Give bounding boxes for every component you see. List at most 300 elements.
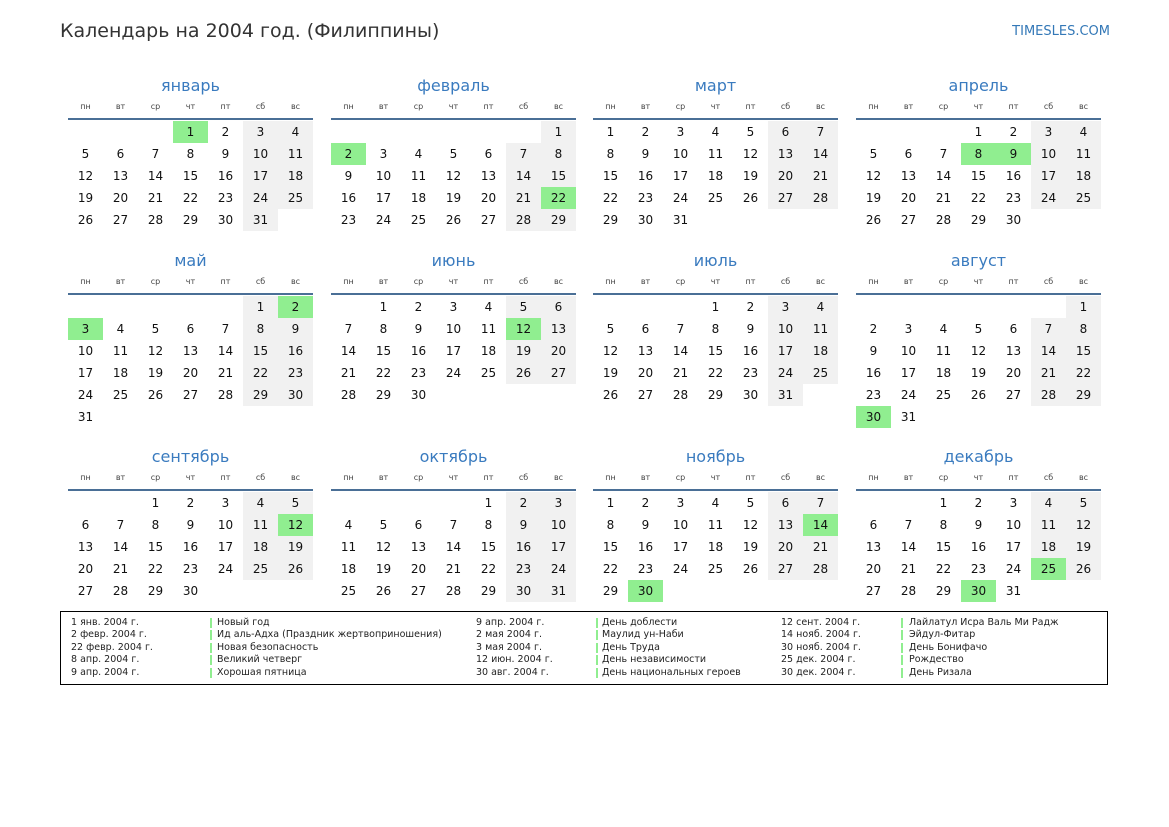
weekday-label: сб [780, 277, 791, 286]
day-cell: 10 [672, 518, 689, 532]
day-cell: 29 [1066, 384, 1101, 406]
weekday-label: вт [640, 473, 651, 482]
day-cell: 28 [340, 388, 357, 402]
holiday-name: День Труда [602, 641, 660, 653]
day-cell: 8 [541, 143, 576, 165]
day-cell: 21 [935, 191, 952, 205]
month-name: январь [161, 76, 220, 95]
day-cell: 11 [410, 169, 427, 183]
day-cell: 1 [379, 300, 388, 314]
holiday-name: Рождество [909, 654, 964, 666]
weekday-label: чт [710, 473, 721, 482]
weekday-label: ср [413, 473, 424, 482]
day-cell: 2 [221, 125, 230, 139]
holiday-marker [210, 655, 212, 665]
day-cell: 20 [410, 562, 427, 576]
weekday-label: пт [1008, 473, 1019, 482]
month-name: октябрь [419, 447, 488, 466]
day-cell: 18 [707, 169, 724, 183]
day-cell: 12 [865, 169, 882, 183]
day-cell: 26 [742, 562, 759, 576]
day-cell: 31 [243, 209, 278, 231]
month-header-rule [68, 489, 313, 491]
day-cell: 16 [410, 344, 427, 358]
day-cell: 16 [637, 540, 654, 554]
day-cell: 9 [186, 518, 195, 532]
day-cell: 1 [939, 496, 948, 510]
weekday-label: ср [938, 277, 949, 286]
day-cell: 3 [243, 121, 278, 143]
day-cell: 2 [1009, 125, 1018, 139]
day-cell: 23 [1005, 191, 1022, 205]
day-cell: 21 [112, 562, 129, 576]
weekday-label: пт [745, 102, 756, 111]
holiday-date: 8 апр. 2004 г. [71, 654, 140, 666]
day-cell: 27 [182, 388, 199, 402]
day-cell: 9 [746, 322, 755, 336]
weekday-label: вт [903, 473, 914, 482]
day-cell: 16 [865, 366, 882, 380]
day-cell: 25 [480, 366, 497, 380]
day-cell: 27 [865, 584, 882, 598]
day-cell: 27 [1005, 388, 1022, 402]
weekday-label: сб [255, 102, 266, 111]
day-cell: 9 [641, 147, 650, 161]
weekday-label: вт [378, 277, 389, 286]
day-cell: 11 [803, 318, 838, 340]
weekday-label: чт [185, 102, 196, 111]
holiday-name: Новый год [217, 617, 270, 628]
day-cell: 24 [541, 558, 576, 580]
weekday-label: сб [518, 102, 529, 111]
day-cell: 13 [410, 540, 427, 554]
day-cell: 23 [217, 191, 234, 205]
weekday-label: ср [675, 102, 686, 111]
holiday-marker [901, 643, 903, 653]
month-name: сентябрь [151, 447, 230, 466]
day-cell: 20 [112, 191, 129, 205]
day-cell: 21 [506, 187, 541, 209]
legend-row [71, 642, 471, 654]
weekday-label: вс [815, 102, 826, 111]
month-name: ноябрь [685, 447, 746, 466]
day-cell: 15 [707, 344, 724, 358]
day-cell: 18 [935, 366, 952, 380]
month-name: май [174, 251, 207, 270]
day-cell: 19 [77, 191, 94, 205]
day-cell: 1 [484, 496, 493, 510]
holiday-day-cell: 3 [68, 318, 103, 340]
day-cell: 27 [768, 558, 803, 580]
month-name: июль [693, 251, 738, 270]
day-cell: 18 [243, 536, 278, 558]
day-cell: 4 [803, 296, 838, 318]
day-cell: 3 [1009, 496, 1018, 510]
day-cell: 4 [939, 322, 948, 336]
day-cell: 5 [81, 147, 90, 161]
day-cell: 23 [970, 562, 987, 576]
day-cell: 19 [865, 191, 882, 205]
day-cell: 8 [606, 518, 615, 532]
day-cell: 12 [742, 147, 759, 161]
day-cell: 23 [278, 362, 313, 384]
day-cell: 20 [541, 340, 576, 362]
day-cell: 25 [707, 562, 724, 576]
day-cell: 20 [182, 366, 199, 380]
weekday-label: чт [448, 277, 459, 286]
day-cell: 8 [151, 518, 160, 532]
day-cell: 12 [375, 540, 392, 554]
day-cell: 19 [278, 536, 313, 558]
day-cell: 2 [641, 496, 650, 510]
weekday-label: вс [553, 277, 564, 286]
holiday-date: 2 февр. 2004 г. [71, 629, 147, 641]
day-cell: 17 [541, 536, 576, 558]
weekday-label: пн [868, 102, 879, 111]
weekday-label: ср [413, 102, 424, 111]
holiday-day-cell: 12 [278, 514, 313, 536]
day-cell: 5 [869, 147, 878, 161]
day-cell: 26 [865, 213, 882, 227]
day-cell: 21 [340, 366, 357, 380]
weekday-label: чт [973, 277, 984, 286]
holiday-name: День Бонифачо [909, 641, 988, 653]
day-cell: 8 [711, 322, 720, 336]
day-cell: 15 [541, 165, 576, 187]
legend-row [71, 654, 471, 666]
weekday-label: пн [80, 102, 91, 111]
day-cell: 21 [672, 366, 689, 380]
day-cell: 24 [672, 191, 689, 205]
day-cell: 2 [641, 125, 650, 139]
holiday-day-cell: 8 [961, 143, 996, 165]
day-cell: 25 [340, 584, 357, 598]
holiday-day-cell: 30 [961, 580, 996, 602]
day-cell: 11 [707, 518, 724, 532]
day-cell: 28 [112, 584, 129, 598]
day-cell: 24 [768, 362, 803, 384]
day-cell: 9 [221, 147, 230, 161]
day-cell: 3 [541, 492, 576, 514]
holiday-name: Эйдул-Фитар [909, 629, 976, 641]
holiday-marker [210, 618, 212, 628]
day-cell: 17 [672, 169, 689, 183]
day-cell: 4 [711, 125, 720, 139]
day-cell: 20 [77, 562, 94, 576]
day-cell: 30 [278, 384, 313, 406]
day-cell: 6 [641, 322, 650, 336]
weekday-label: пн [343, 277, 354, 286]
weekday-label: пн [80, 473, 91, 482]
holiday-date: 12 сент. 2004 г. [781, 617, 861, 628]
day-cell: 27 [112, 213, 129, 227]
weekday-label: вс [290, 102, 301, 111]
day-cell: 23 [742, 366, 759, 380]
holiday-day-cell: 9 [996, 143, 1031, 165]
day-cell: 2 [186, 496, 195, 510]
holiday-marker [596, 643, 598, 653]
day-cell: 16 [340, 191, 357, 205]
day-cell: 31 [77, 410, 94, 424]
day-cell: 12 [147, 344, 164, 358]
weekday-label: ср [675, 277, 686, 286]
weekday-label: ср [938, 473, 949, 482]
day-cell: 19 [147, 366, 164, 380]
day-cell: 15 [182, 169, 199, 183]
day-cell: 6 [541, 296, 576, 318]
weekday-label: чт [710, 277, 721, 286]
day-cell: 10 [900, 344, 917, 358]
day-cell: 6 [1009, 322, 1018, 336]
day-cell: 3 [768, 296, 803, 318]
day-cell: 5 [449, 147, 458, 161]
day-cell: 22 [243, 362, 278, 384]
day-cell: 30 [217, 213, 234, 227]
holiday-day-cell: 25 [1031, 558, 1066, 580]
day-cell: 25 [243, 558, 278, 580]
day-cell: 24 [217, 562, 234, 576]
day-cell: 3 [449, 300, 458, 314]
day-cell: 22 [602, 191, 619, 205]
day-cell: 15 [602, 540, 619, 554]
day-cell: 13 [900, 169, 917, 183]
day-cell: 14 [445, 540, 462, 554]
day-cell: 25 [1066, 187, 1101, 209]
holiday-name: Хорошая пятница [217, 666, 307, 678]
day-cell: 23 [410, 366, 427, 380]
day-cell: 29 [970, 213, 987, 227]
day-cell: 29 [602, 584, 619, 598]
day-cell: 20 [865, 562, 882, 576]
day-cell: 27 [900, 213, 917, 227]
site-link[interactable]: TIMESLES.COM [1012, 24, 1110, 39]
day-cell: 17 [1005, 540, 1022, 554]
day-cell: 13 [865, 540, 882, 554]
day-cell: 5 [506, 296, 541, 318]
weekday-label: пт [220, 277, 231, 286]
day-cell: 12 [77, 169, 94, 183]
day-cell: 19 [742, 169, 759, 183]
legend-row [71, 667, 471, 679]
day-cell: 28 [803, 558, 838, 580]
holiday-name: Новая безопасность [217, 641, 319, 653]
weekday-label: вт [903, 102, 914, 111]
weekday-label: вт [115, 473, 126, 482]
holiday-date: 30 дек. 2004 г. [781, 666, 856, 678]
day-cell: 18 [410, 191, 427, 205]
day-cell: 12 [602, 344, 619, 358]
day-cell: 11 [340, 540, 357, 554]
month-header-rule [331, 118, 576, 120]
day-cell: 6 [81, 518, 90, 532]
weekday-label: вс [815, 277, 826, 286]
holiday-marker [596, 655, 598, 665]
day-cell: 5 [379, 518, 388, 532]
day-cell: 2 [414, 300, 423, 314]
day-cell: 11 [935, 344, 952, 358]
day-cell: 31 [1005, 584, 1022, 598]
month-name: июнь [431, 251, 476, 270]
day-cell: 14 [112, 540, 129, 554]
day-cell: 13 [480, 169, 497, 183]
day-cell: 3 [221, 496, 230, 510]
day-cell: 21 [803, 165, 838, 187]
day-cell: 26 [445, 213, 462, 227]
weekday-label: вт [378, 473, 389, 482]
day-cell: 28 [1031, 384, 1066, 406]
day-cell: 10 [77, 344, 94, 358]
day-cell: 14 [340, 344, 357, 358]
day-cell: 10 [243, 143, 278, 165]
day-cell: 5 [1066, 492, 1101, 514]
day-cell: 16 [742, 344, 759, 358]
day-cell: 7 [803, 492, 838, 514]
weekday-label: вс [290, 473, 301, 482]
day-cell: 13 [182, 344, 199, 358]
day-cell: 20 [768, 165, 803, 187]
day-cell: 15 [602, 169, 619, 183]
weekday-label: вс [290, 277, 301, 286]
weekday-label: чт [185, 473, 196, 482]
weekday-label: сб [780, 102, 791, 111]
day-cell: 5 [278, 492, 313, 514]
weekday-label: пн [343, 473, 354, 482]
holiday-legend [60, 611, 1108, 685]
day-cell: 7 [221, 322, 230, 336]
weekday-label: пн [343, 102, 354, 111]
day-cell: 22 [147, 562, 164, 576]
holiday-date: 12 июн. 2004 г. [476, 654, 553, 666]
weekday-label: сб [780, 473, 791, 482]
day-cell: 9 [278, 318, 313, 340]
month-name: декабрь [943, 447, 1014, 466]
day-cell: 12 [1066, 514, 1101, 536]
weekday-label: чт [185, 277, 196, 286]
weekday-label: вс [553, 102, 564, 111]
page-title: Календарь на 2004 год. (Филиппины) [60, 20, 440, 42]
holiday-day-cell: 22 [541, 187, 576, 209]
holiday-marker [901, 655, 903, 665]
legend-column [781, 617, 1101, 679]
day-cell: 30 [1005, 213, 1022, 227]
day-cell: 27 [480, 213, 497, 227]
day-cell: 29 [375, 388, 392, 402]
holiday-date: 9 апр. 2004 г. [476, 617, 545, 628]
weekday-label: вс [815, 473, 826, 482]
holiday-name: День национальных героев [602, 666, 741, 678]
day-cell: 2 [746, 300, 755, 314]
day-cell: 11 [243, 514, 278, 536]
day-cell: 17 [768, 340, 803, 362]
legend-row [781, 654, 1101, 666]
weekday-label: вт [640, 277, 651, 286]
day-cell: 27 [77, 584, 94, 598]
day-cell: 15 [1066, 340, 1101, 362]
day-cell: 26 [147, 388, 164, 402]
day-cell: 17 [445, 344, 462, 358]
weekday-label: сб [1043, 102, 1054, 111]
holiday-name: Маулид ун-Наби [602, 629, 684, 641]
day-cell: 4 [1031, 492, 1066, 514]
day-cell: 24 [900, 388, 917, 402]
day-cell: 26 [970, 388, 987, 402]
holiday-marker [596, 618, 598, 628]
day-cell: 8 [484, 518, 493, 532]
day-cell: 28 [217, 388, 234, 402]
day-cell: 3 [904, 322, 913, 336]
day-cell: 29 [541, 209, 576, 231]
day-cell: 15 [243, 340, 278, 362]
day-cell: 21 [803, 536, 838, 558]
day-cell: 2 [506, 492, 541, 514]
legend-column [71, 617, 471, 679]
day-cell: 11 [278, 143, 313, 165]
day-cell: 9 [869, 344, 878, 358]
day-cell: 29 [935, 584, 952, 598]
holiday-day-cell: 2 [331, 143, 366, 165]
day-cell: 26 [742, 191, 759, 205]
day-cell: 7 [344, 322, 353, 336]
day-cell: 10 [375, 169, 392, 183]
weekday-label: сб [255, 277, 266, 286]
month-header-rule [856, 293, 1101, 295]
day-cell: 3 [676, 125, 685, 139]
day-cell: 22 [182, 191, 199, 205]
weekday-label: сб [1043, 277, 1054, 286]
day-cell: 1 [974, 125, 983, 139]
holiday-marker [901, 630, 903, 640]
day-cell: 21 [900, 562, 917, 576]
holiday-name: День Ризала [909, 666, 972, 678]
month-header-rule [593, 489, 838, 491]
day-cell: 18 [707, 540, 724, 554]
day-cell: 10 [672, 147, 689, 161]
holiday-day-cell: 30 [628, 580, 663, 602]
day-cell: 19 [375, 562, 392, 576]
day-cell: 14 [147, 169, 164, 183]
holiday-date: 22 февр. 2004 г. [71, 641, 153, 653]
day-cell: 29 [602, 213, 619, 227]
day-cell: 29 [243, 384, 278, 406]
weekday-label: пт [483, 473, 494, 482]
day-cell: 21 [445, 562, 462, 576]
day-cell: 14 [900, 540, 917, 554]
day-cell: 28 [935, 213, 952, 227]
day-cell: 5 [746, 496, 755, 510]
day-cell: 21 [1031, 362, 1066, 384]
weekday-label: пт [745, 277, 756, 286]
day-cell: 22 [707, 366, 724, 380]
weekday-label: пн [868, 473, 879, 482]
holiday-date: 1 янв. 2004 г. [71, 617, 139, 628]
holiday-name: День доблести [602, 617, 678, 628]
weekday-label: чт [448, 473, 459, 482]
day-cell: 26 [1066, 558, 1101, 580]
day-cell: 23 [865, 388, 882, 402]
weekday-label: чт [448, 102, 459, 111]
day-cell: 15 [147, 540, 164, 554]
weekday-label: чт [973, 102, 984, 111]
holiday-marker [210, 643, 212, 653]
day-cell: 19 [970, 366, 987, 380]
day-cell: 4 [484, 300, 493, 314]
day-cell: 27 [541, 362, 576, 384]
day-cell: 27 [768, 187, 803, 209]
day-cell: 10 [541, 514, 576, 536]
day-cell: 19 [742, 540, 759, 554]
day-cell: 17 [900, 366, 917, 380]
day-cell: 20 [900, 191, 917, 205]
